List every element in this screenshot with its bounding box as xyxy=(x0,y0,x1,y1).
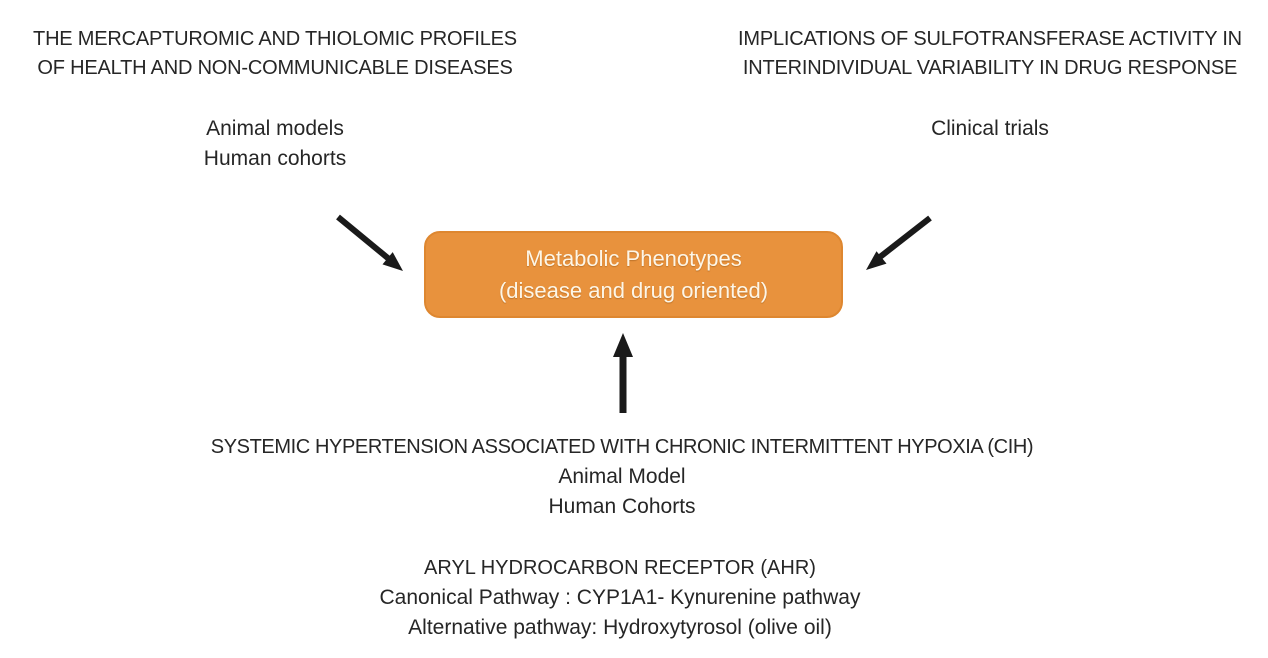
arrow-down-right-icon xyxy=(338,217,403,271)
clinical-trials-block xyxy=(712,114,1268,144)
metabolic-phenotypes-line2: (disease and drug oriented) xyxy=(498,277,769,303)
animal-models-label: Animal models xyxy=(206,117,344,140)
ahr-title: ARYL HYDROCARBON RECEPTOR (AHR) xyxy=(424,557,816,579)
sulfotransferase-title xyxy=(712,25,1268,83)
arrow-down-left-icon xyxy=(866,218,930,270)
mercapturomic-models xyxy=(0,114,550,174)
canonical-pathway-label: Canonical Pathway : CYP1A1- Kynurenine pathway xyxy=(379,586,861,609)
hypertension-block xyxy=(12,432,1232,522)
human-cohorts-bottom-label: Human Cohorts xyxy=(548,495,696,518)
metabolic-phenotypes-box xyxy=(424,231,843,318)
hypertension-title: SYSTEMIC HYPERTENSION ASSOCIATED WITH CHRONIC INTERMITTENT HYPOXIA (CIH) xyxy=(210,436,1034,458)
clinical-trials-label: Clinical trials xyxy=(931,117,1049,140)
mercapturomic-title-line1: THE MERCAPTUROMIC AND THIOLOMIC PROFILES xyxy=(33,28,517,50)
metabolic-phenotypes-line1: Metabolic Phenotypes xyxy=(525,245,742,271)
alternative-pathway-label: Alternative pathway: Hydroxytyrosol (olive oil) xyxy=(408,616,832,639)
mercapturomic-title-line2: OF HEALTH AND NON-COMMUNICABLE DISEASES xyxy=(37,57,513,79)
human-cohorts-label: Human cohorts xyxy=(203,147,347,170)
ahr-block xyxy=(0,553,1240,643)
animal-model-label: Animal Model xyxy=(558,465,686,488)
arrow-up-icon xyxy=(613,333,633,413)
sulfotransferase-title-line1: IMPLICATIONS OF SULFOTRANSFERASE ACTIVITY IN xyxy=(738,28,1242,50)
sulfotransferase-title-line2: INTERINDIVIDUAL VARIABILITY IN DRUG RESPONSE xyxy=(742,57,1238,79)
mercapturomic-title xyxy=(0,25,550,83)
